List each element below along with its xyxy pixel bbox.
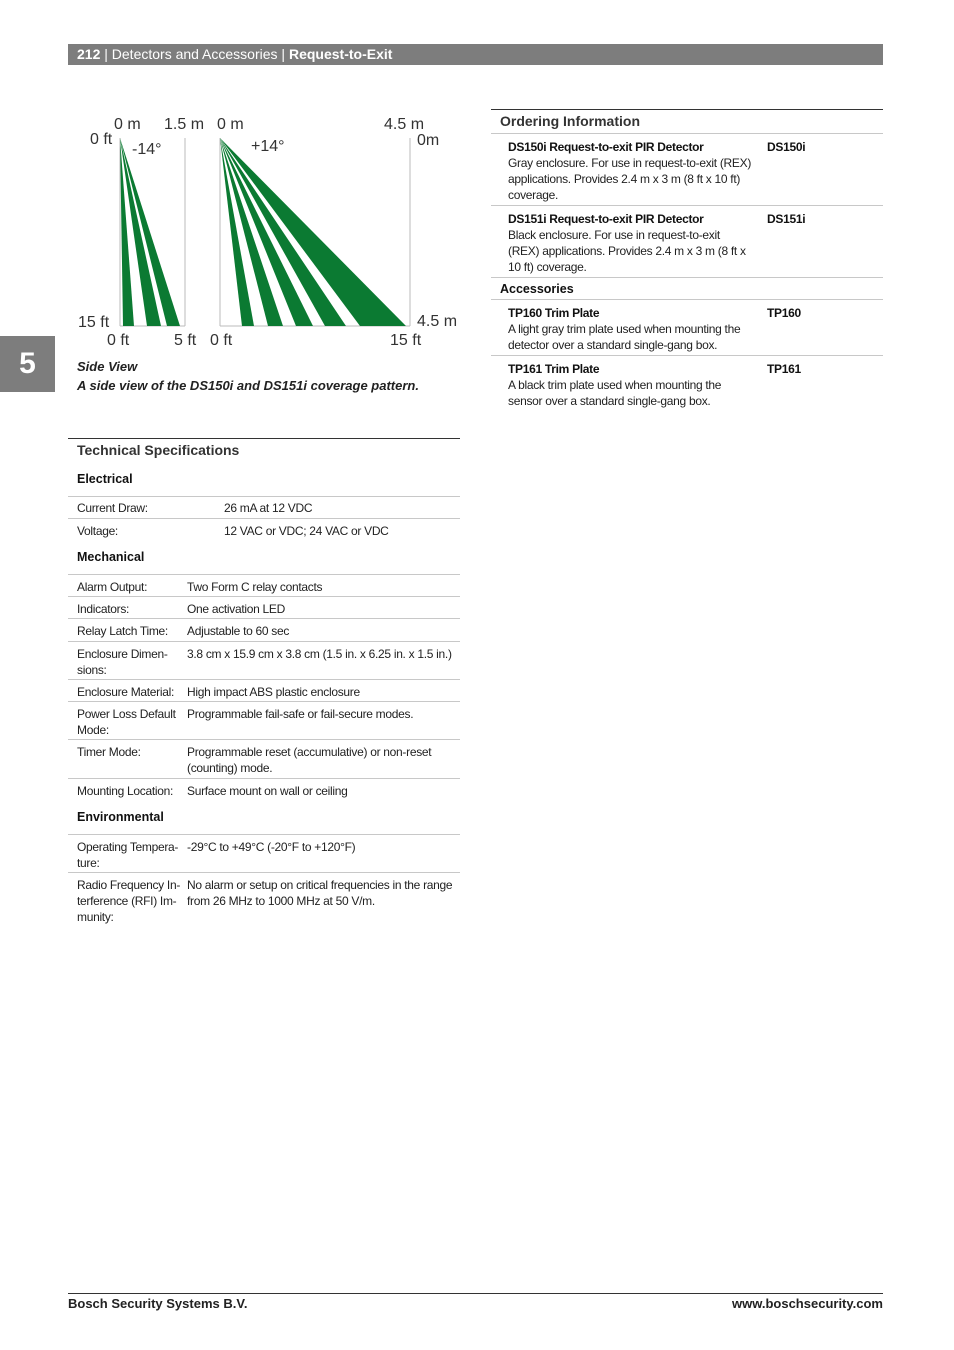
right-bottom-right-label: 15 ft [390,332,422,349]
row-divider [491,133,883,134]
order-item-name: DS150i Request-to-exit PIR Detector [508,140,704,154]
row-divider [68,701,460,702]
section-name: Detectors and Accessories [111,46,278,62]
row-divider [68,518,460,519]
footer-rule [68,1293,883,1294]
spec-label: Current Draw: [77,501,148,515]
spec-label: Voltage: [77,524,118,538]
spec-value: High impact ABS plastic enclosure [187,685,360,699]
spec-label: Relay Latch Time: [77,624,168,638]
row-divider [68,872,460,873]
accessory-name: TP160 Trim Plate [508,306,600,320]
spec-value: 12 VAC or VDC; 24 VAC or VDC [224,524,389,538]
right-right-bottom-label: 4.5 m [417,313,458,330]
ordering-rule [491,109,883,110]
spec-value: Adjustable to 60 sec [187,624,290,638]
left-angle-label: -14° [132,141,162,158]
topic-name: Request-to-Exit [288,46,393,62]
row-divider [68,618,460,619]
spec-label: Indicators: [77,602,130,616]
left-beams [120,138,180,326]
spec-value: 3.8 cm x 15.9 cm x 3.8 cm (1.5 in. x 6.25 in. x 1.5 in.) [187,647,452,661]
left-top-right-label: 1.5 m [164,116,205,133]
accessory-code: TP161 [767,362,801,376]
environmental-heading: Environmental [77,810,164,824]
row-divider [68,596,460,597]
spec-value: Programmable reset (accumulative) or non-reset (counting) mode. [187,745,432,775]
coverage-diagram [70,108,470,358]
spec-value: One activation LED [187,602,285,616]
header-bar [68,44,883,65]
row-divider [68,834,460,835]
spec-value: 26 mA at 12 VDC [224,501,313,515]
mechanical-heading: Mechanical [77,550,145,564]
row-divider [68,574,460,575]
coverage-figure [70,108,470,358]
right-bottom-left-label: 0 ft [210,332,233,349]
spec-label: Enclosure Dimen-sions: [77,647,168,677]
spec-label: Power Loss Default Mode: [77,707,176,737]
figure-caption-title: Side View [77,359,138,374]
row-divider [68,679,460,680]
left-top-left-label: 0 m [114,116,141,133]
spec-label: Operating Tempera-ture: [77,840,179,870]
left-beam-1 [120,138,134,326]
row-divider [491,299,883,300]
row-divider [491,277,883,278]
order-item-desc: Black enclosure. For use in request-to-exit (REX) applications. Provides 2.4 m x 3 m (8 ft x 10 ft) coverage. [508,228,746,274]
spec-label: Radio Frequency In-terference (RFI) Im-munity: [77,878,181,924]
spec-label: Enclosure Material: [77,685,175,699]
spec-value: Programmable fail-safe or fail-secure modes. [187,707,414,721]
right-top-right-label: 4.5 m [384,116,425,133]
electrical-heading: Electrical [77,472,133,486]
right-top-left-label: 0 m [217,116,244,133]
left-bottom-right-label: 5 ft [174,332,197,349]
left-bottom-left-label: 0 ft [107,332,130,349]
tech-specs-rule [68,438,460,439]
chapter-tab: 5 [0,336,55,392]
order-item-name: DS151i Request-to-exit PIR Detector [508,212,704,226]
row-divider [68,739,460,740]
footer-company: Bosch Security Systems B.V. [68,1296,248,1311]
right-angle-label: +14° [251,138,285,155]
spec-value: Surface mount on wall or ceiling [187,784,348,798]
left-left-top-label: 0 ft [90,131,113,148]
row-divider [491,355,883,356]
spec-label: Mounting Location: [77,784,174,798]
spec-value: No alarm or setup on critical frequencies in the range from 26 MHz to 1000 MHz at 50 V/m. [187,878,453,908]
accessory-name: TP161 Trim Plate [508,362,600,376]
footer-website[interactable]: www.boschsecurity.com [732,1296,883,1311]
spec-value: -29°C to +49°C (-20°F to +120°F) [187,840,356,854]
accessory-code: TP160 [767,306,801,320]
accessory-desc: A black trim plate used when mounting the sensor over a standard single-gang box. [508,378,722,408]
left-left-bottom-label: 15 ft [78,314,110,331]
right-right-top-label: 0m [417,132,440,149]
accessory-desc: A light gray trim plate used when mounting the detector over a standard single-gang box. [508,322,741,352]
page-number: 212 [77,46,101,62]
spec-value: Two Form C relay contacts [187,580,323,594]
row-divider [68,778,460,779]
accessories-heading: Accessories [500,282,574,296]
right-beams [220,138,406,326]
figure-caption-text: A side view of the DS150i and DS151i coverage pattern. [77,378,419,393]
tech-specs-title: Technical Specifications [77,442,240,458]
order-item-code: DS150i [767,140,806,154]
order-item-desc: Gray enclosure. For use in request-to-exit (REX) applications. Provides 2.4 m x 3 m (8 ft x 10 ft) coverage. [508,156,752,202]
row-divider [491,205,883,206]
header-text: 212 | Detectors and Accessories | Request-to-Exit [77,46,393,62]
row-divider [68,641,460,642]
row-divider [68,496,460,497]
ordering-title: Ordering Information [500,113,640,129]
order-item-code: DS151i [767,212,806,226]
spec-label: Alarm Output: [77,580,148,594]
spec-label: Timer Mode: [77,745,141,759]
